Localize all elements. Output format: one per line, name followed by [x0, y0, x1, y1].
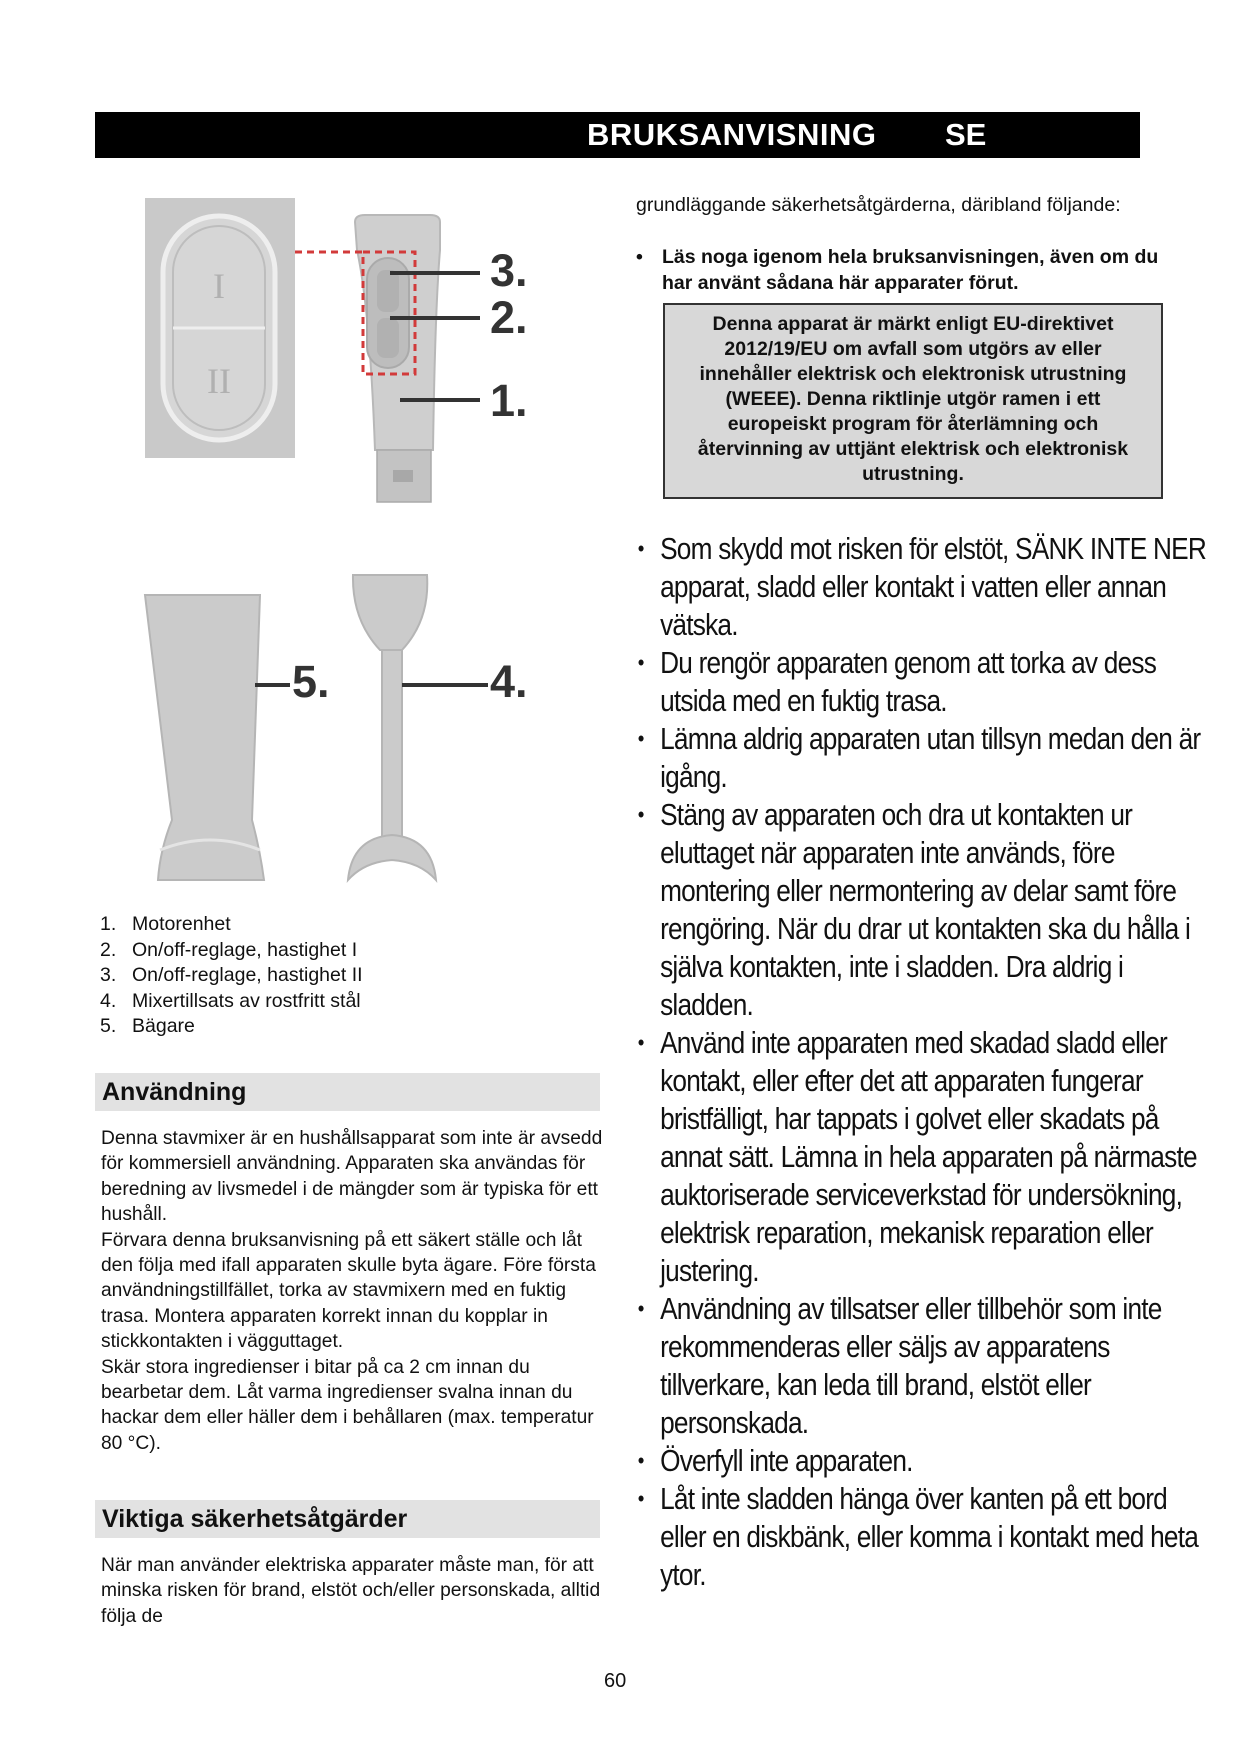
list-item: • Lämna aldrig apparaten utan tillsyn medan den är igång. — [637, 722, 1201, 794]
usage-body — [101, 1126, 606, 1456]
usage-heading: Användning — [95, 1073, 600, 1111]
callout-1: 1. — [490, 375, 528, 426]
safety-intro-continued: grundläggande säkerhetsåtgärderna, däribland följande: — [636, 194, 1121, 216]
list-item: • Användning av tillsatser eller tillbehör som inte rekommenderas eller säljs av apparatens tillverkare, kan leda till brand, elstöt eller personskada. — [637, 1292, 1162, 1440]
usage-paragraph-3: Skär stora ingredienser i bitar på ca 2 cm innan du bearbetar dem. Låt varma ingredienser svalna innan du hackar dem eller häller dem i behållaren (max. temperatur 80 °C). — [101, 1356, 594, 1454]
header-title: BRUKSANVISNING — [587, 117, 877, 152]
safety-intro: När man använder elektriska apparater måste man, för att minska risken för brand, elstöt och/eller personskada, alltid följa de — [101, 1555, 601, 1627]
usage-paragraph-1: Denna stavmixer är en hushållsapparat som inte är avsedd för kommersiell användning. Apparaten ska användas för beredning av livsmedel i de mängder som är typiska för ett hushåll. — [101, 1128, 603, 1226]
callout-4: 4. — [490, 656, 528, 707]
list-item: • Använd inte apparaten med skadad sladd eller kontakt, eller efter det att apparaten fungerar bristfälligt, har tappats i golvet eller skadats på annat sätt. Lämna in hela apparaten på närmaste auktoriserade serviceverkstad för undersökning, elektrisk reparation, mekanisk reparation eller justering. — [637, 1026, 1197, 1288]
list-item: 5. Bägare — [100, 1015, 195, 1037]
list-item: • Som skydd mot risken för elstöt, SÄNK INTE NER apparat, sladd eller kontakt i vatten eller annan vätska. — [637, 532, 1207, 642]
header-bar — [95, 112, 1140, 158]
list-item: • Låt inte sladden hänga över kanten på ett bord eller en diskbänk, eller komma i kontakt med heta ytor. — [637, 1482, 1199, 1592]
callout-2: 2. — [490, 292, 528, 343]
callout-5: 5. — [292, 656, 330, 707]
switch-panel-illustration — [145, 198, 295, 458]
page-number: 60 — [604, 1670, 627, 1692]
weee-notice-box: Denna apparat är märkt enligt EU-direktivet 2012/19/EU om avfall som utgörs av eller innehåller elektrisk och elektronisk utrustning (WEEE). Denna riktlinje utgör ramen i ett europeiskt program för återlämning och återvinning av uttjänt elektrisk och elektronisk utrustning. — [663, 303, 1163, 499]
list-item: 4. Mixertillsats av rostfritt stål — [100, 989, 361, 1012]
list-item: • Du rengör apparaten genom att torka av dess utsida med en fuktig trasa. — [637, 646, 1157, 718]
switch-mark-2: II — [207, 361, 231, 401]
safety-bullet-list — [636, 530, 1207, 1594]
safety-heading: Viktiga säkerhetsåtgärder — [95, 1500, 600, 1538]
blender-attachment-illustration — [340, 570, 490, 890]
switch-mark-1: I — [213, 266, 225, 306]
header-language: SE — [945, 117, 987, 152]
list-item: 1. Motorenhet — [100, 913, 231, 935]
list-item: 3. On/off-reglage, hastighet II — [100, 964, 363, 986]
read-manual-bullet: • Läs noga igenom hela bruksanvisningen, även om du har använt sådana här apparater förut. — [636, 246, 1159, 294]
usage-paragraph-2: Förvara denna bruksanvisning på ett säkert ställe och låt den följa med ifall apparaten skulle byta ägare. Före första användningstillfället, torka av stavmixern med en fuktig trasa. Montera apparaten korrekt innan du kopplar in stickkontakten i vägguttaget. — [101, 1229, 596, 1353]
list-item: • Stäng av apparaten och dra ut kontakten ur eluttaget när apparaten inte används, före montering eller nermontering av delar samt före rengöring. När du drar ut kontakten ska du hålla i själva kontakten, inte i sladden. Dra aldrig i sladden. — [637, 798, 1191, 1022]
bullet-dot: • — [636, 246, 643, 268]
beaker-illustration — [140, 590, 290, 890]
parts-list — [100, 912, 363, 1040]
callout-3: 3. — [490, 245, 528, 296]
list-item: 2. On/off-reglage, hastighet I — [100, 938, 358, 961]
list-item: • Överfyll inte apparaten. — [637, 1444, 913, 1478]
